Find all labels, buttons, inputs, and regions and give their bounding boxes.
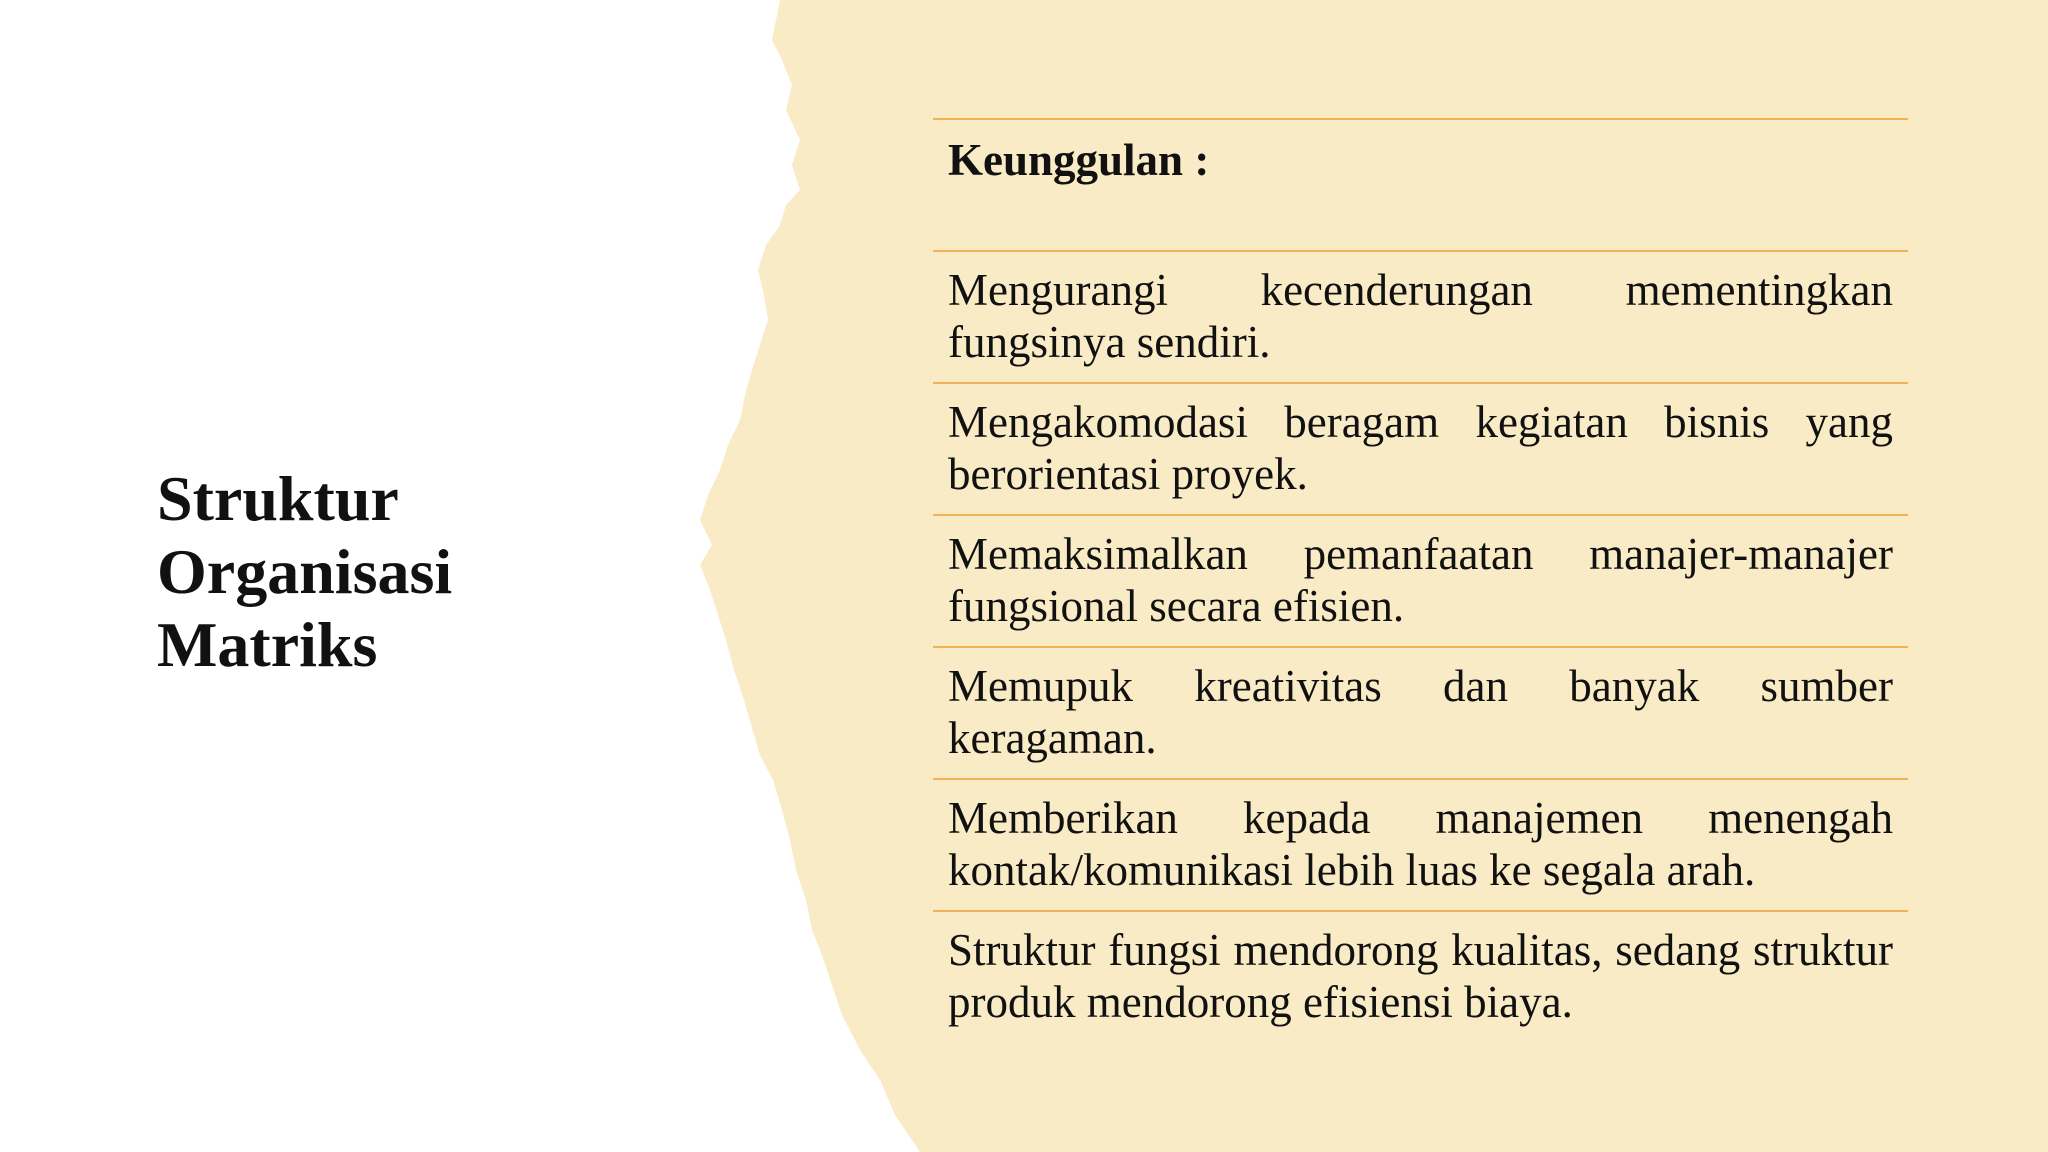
title-line-2: Organisasi [157, 536, 453, 607]
advantage-item: Memupuk kreativitas dan banyak sumber keragaman. [948, 661, 1893, 763]
title-line-1: Struktur [157, 463, 399, 534]
table-row [933, 646, 1908, 778]
title-line-3: Matriks [157, 609, 378, 680]
table-row [933, 910, 1908, 1042]
table-row [933, 514, 1908, 646]
advantage-item: Memaksimalkan pemanfaatan manajer-manajer fungsional secara efisien. [948, 529, 1893, 631]
table-header: Keunggulan : [948, 135, 1210, 185]
slide-title [157, 462, 717, 681]
table-row [933, 778, 1908, 910]
table-header-row [933, 118, 1908, 250]
advantage-item: Struktur fungsi mendorong kualitas, sedang struktur produk mendorong efisiensi biaya. [948, 925, 1893, 1027]
advantage-item: Mengurangi kecenderungan mementingkan fungsinya sendiri. [948, 265, 1893, 367]
table-row [933, 382, 1908, 514]
advantage-item: Memberikan kepada manajemen menengah kontak/komunikasi lebih luas ke segala arah. [948, 793, 1893, 895]
advantage-item: Mengakomodasi beragam kegiatan bisnis yang berorientasi proyek. [948, 397, 1893, 499]
advantages-table [933, 118, 1908, 1042]
table-row [933, 250, 1908, 382]
